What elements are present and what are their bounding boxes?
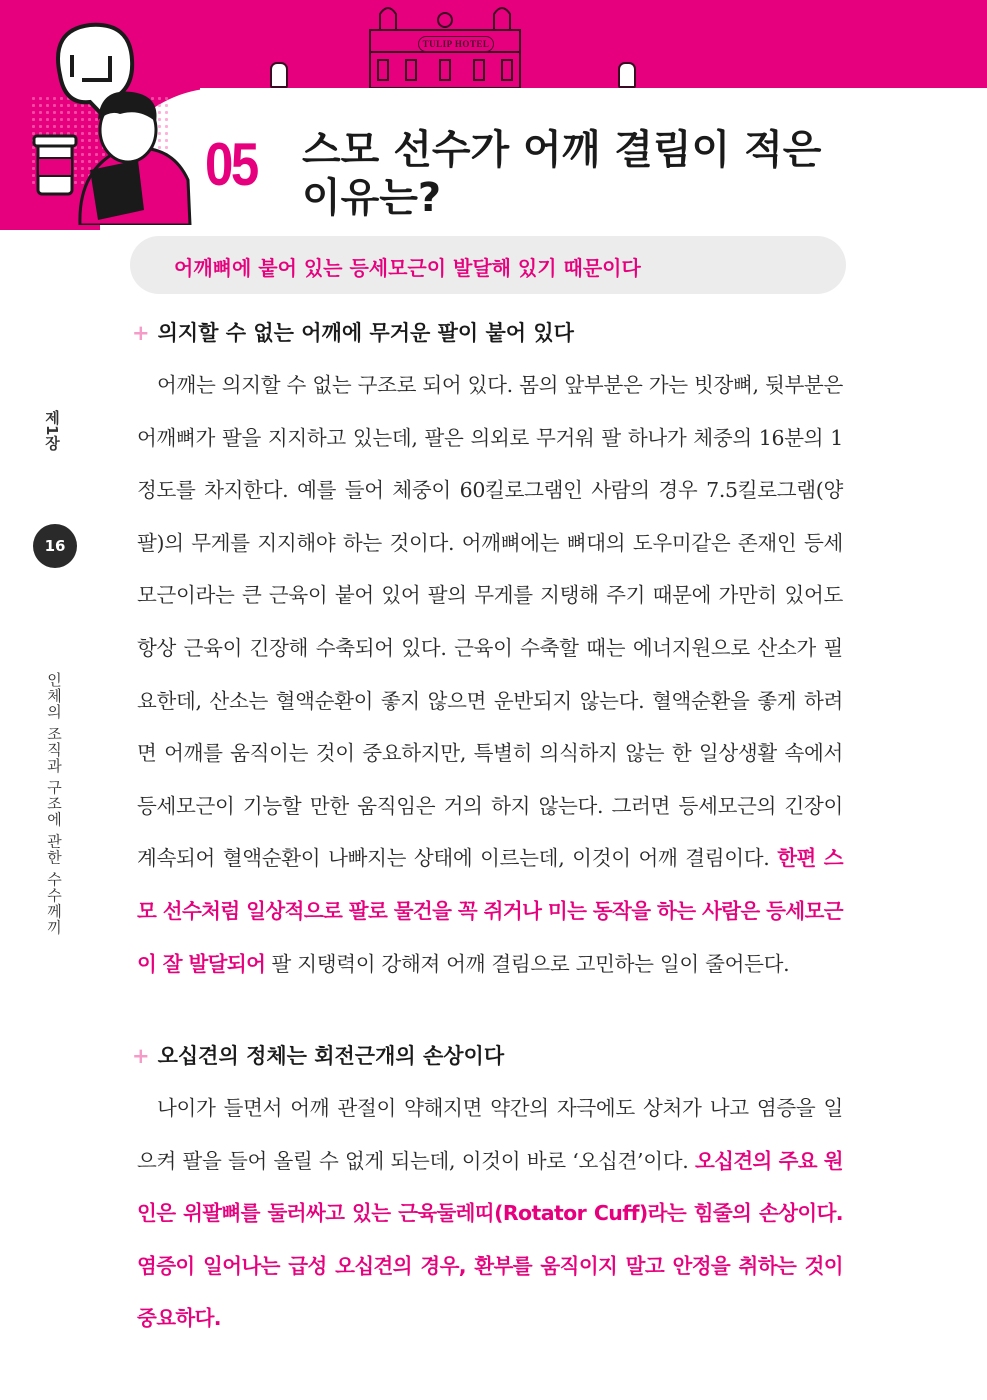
section-heading-text: 의지할 수 없는 어깨에 무거운 팔이 붙어 있다: [157, 321, 574, 345]
body-paragraph: [137, 1082, 843, 1345]
body-text: 팔 지탱력이 강해져 어깨 결림으로 고민하는 일이 줄어든다.: [265, 951, 790, 976]
summary-text: 어깨뼈에 붙어 있는 등세모근이 발달해 있기 때문이다: [174, 256, 641, 280]
section-heading: [132, 317, 574, 347]
page-number: 16: [33, 524, 77, 568]
summary-box: [130, 236, 846, 294]
section-heading-text: 오십견의 정체는 회전근개의 손상이다: [157, 1044, 505, 1068]
highlight-text: 한편 스모 선수처럼 일상적으로 팔로 물건을 꼭 쥐거나 미는 동작을 하는 사람은 등세모근이 잘 발달되어: [137, 846, 843, 976]
title-line: 스모 선수가 어깨 결림이 적은: [302, 127, 822, 173]
reader-illustration: [20, 10, 210, 225]
body-paragraph: [137, 359, 843, 990]
lamp-icon: [618, 62, 636, 88]
plus-icon: +: [132, 321, 150, 345]
chapter-label: 제1장: [43, 410, 61, 451]
book-title: 인체의 조직과 구조에 관한 수수께끼: [45, 672, 63, 936]
section-heading: [132, 1040, 504, 1070]
highlight-text: 오십견의 주요 원인은 위팔뼈를 둘러싸고 있는 근육둘레띠(Rotator Cuff)라는 힘줄의 손상이다. 염증이 일어나는 급성 오십견의 경우, 환부를 움직이지 말고 안정을 취하는 것이 중요하다.: [137, 1148, 843, 1331]
lamp-icon: [270, 62, 288, 88]
hotel-sign: TULIP HOTEL: [418, 36, 494, 52]
body-text: 어깨는 의지할 수 없는 구조로 되어 있다. 몸의 앞부분은 가는 빗장뼈, 뒷부분은 어깨뼈가 팔을 지지하고 있는데, 팔은 의외로 무거워 팔 하나가 체중의 16분의 1 정도를 차지한다. 예를 들어 체중이 60킬로그램인 사람의 경우 7.5킬로그램(양팔)의 무게를 지지해야 하는 것이다. 어깨뼈에는 뼈대의 도우미같은 존재인 등세모근이라는 큰 근육이 붙어 있어 팔의 무게를 지탱해 주기 때문에 가만히 있어도 항상 근육이 긴장해 수축되어 있다. 근육이 수축할 때는 에너지원으로 산소가 필요한데, 산소는 혈액순환이 좋지 않으면 운반되지 않는다. 혈액순환을 좋게 하려면 어깨를 움직이는 것이 중요하지만, 특별히 의식하지 않는 한 일상생활 속에서 등세모근이 기능할 만한 움직임은 거의 하지 않는다. 그러면 등세모근의 긴장이 계속되어 혈액순환이 나빠지는 상태에 이르는데, 이것이 어깨 결림이다.: [137, 373, 843, 871]
body-text: 나이가 들면서 어깨 관절이 약해지면 약간의 자극에도 상처가 나고 염증을 일으켜 팔을 들어 올릴 수 없게 되는데, 이것이 바로 ‘오십견’이다.: [137, 1096, 843, 1173]
plus-icon: +: [132, 1044, 150, 1068]
title-line: 이유는?: [302, 175, 442, 221]
section-number: 05: [205, 131, 257, 198]
page-title: [302, 126, 821, 222]
